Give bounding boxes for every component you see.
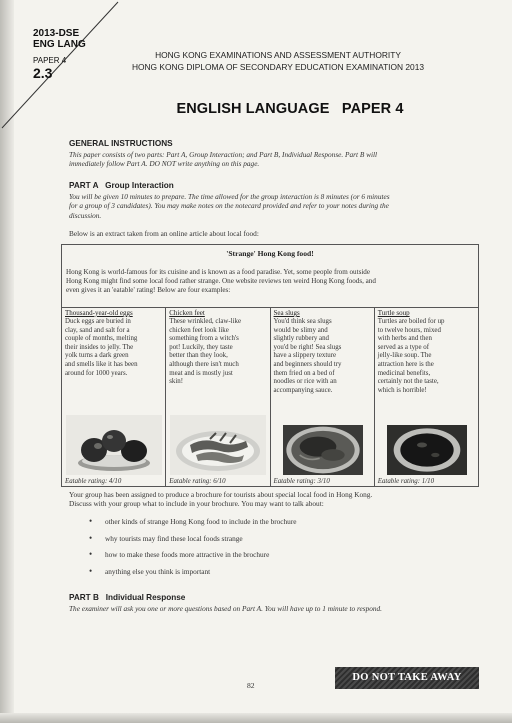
chicken-feet-photo xyxy=(170,415,266,475)
task-text xyxy=(69,490,481,509)
food-name: Turtle soup xyxy=(377,309,410,317)
exam-code: 2013-DSE xyxy=(33,28,80,39)
part-a-heading: PART A Group Interaction xyxy=(69,181,174,190)
list-item: • why tourists may find these local foods strange xyxy=(89,534,297,551)
authority-name: HONG KONG EXAMINATIONS AND ASSESSMENT AUTHORITY xyxy=(155,50,401,60)
do-not-take-away-banner: DO NOT TAKE AWAY xyxy=(335,667,479,689)
article-intro-line: Hong Kong might find some local food rather strange. One website reviews ten weird Hong Kong foods, and xyxy=(66,277,376,286)
food-rating: Eatable rating: 4/10 xyxy=(65,478,122,485)
food-card-eggs xyxy=(62,308,166,487)
part-a-line: You will be given 10 minutes to prepare. The time allowed for the group interaction is 8 minutes (or 6 minutes xyxy=(69,192,390,201)
food-card-turtle-soup xyxy=(375,308,478,487)
part-a-line: for a group of 3 candidates). You may make notes on the notecard provided and refer to your notes during the xyxy=(69,201,389,211)
article-intro-line: Hong Kong is world-famous for its cuisine and is known as a food paradise. Yet, some people from outside xyxy=(66,268,370,276)
page-title: ENGLISH LANGUAGE PAPER 4 xyxy=(176,101,404,117)
turtle-soup-photo xyxy=(379,425,475,475)
list-item: • other kinds of strange Hong Kong food to include in the brochure xyxy=(89,517,297,534)
general-instructions-heading: GENERAL INSTRUCTIONS xyxy=(69,139,173,148)
diploma-name: HONG KONG DIPLOMA OF SECONDARY EDUCATION EXAMINATION 2013 xyxy=(131,62,425,72)
part-b-text: The examiner will ask you one or more questions based on Part A. You will have up to 1 minute to respond. xyxy=(69,604,383,613)
food-description: These wrinkled, claw-like chicken feet look like something from a witch's pot! Luckily, they taste better than they look, although there isn't much meat and is mostly just skin! xyxy=(169,318,241,386)
paper-number: 2.3 xyxy=(33,65,53,81)
food-grid xyxy=(62,307,478,487)
general-instructions-text xyxy=(69,150,479,169)
food-rating: Eatable rating: 6/10 xyxy=(169,478,226,485)
food-rating: Eatable rating: 3/10 xyxy=(273,478,330,485)
article-box xyxy=(61,244,479,487)
authority-heading xyxy=(100,49,456,73)
food-name: Thousand-year-old eggs xyxy=(65,309,133,317)
food-description: Duck eggs are buried in clay, sand and salt for a couple of months, melting their insides to jelly. The yolk turns a dark green and smells like it has been around for 1000 years. xyxy=(65,318,138,377)
food-name: Chicken feet xyxy=(169,309,205,317)
page-shadow-bottom xyxy=(0,713,512,723)
food-name: Sea slugs xyxy=(273,309,300,317)
page-number: 82 xyxy=(247,681,255,690)
subject-code: ENG LANG xyxy=(33,39,86,50)
general-line: This paper consists of two parts: Part A, Group Interaction; and Part B, Individual Response. Part B will xyxy=(69,150,378,159)
eggs-photo xyxy=(66,415,162,475)
list-item: • how to make these foods more attractive in the brochure xyxy=(89,550,297,567)
food-description: You'd think sea slugs would be slimy and slightly rubbery and you'd be right! Sea slugs have a slippery texture and beginners should try them fried on a bed of noodles or rice with an accompanying sauce. xyxy=(273,318,342,394)
sea-slugs-photo xyxy=(275,425,371,475)
food-rating: Eatable rating: 1/10 xyxy=(377,478,435,485)
list-item: • anything else you think is important xyxy=(89,567,297,584)
task-line: Your group has been assigned to produce a brochure for tourists about special local food in Hong Kong. xyxy=(69,490,373,499)
article-intro xyxy=(66,268,476,296)
paper-code-block xyxy=(33,29,86,80)
part-a-text xyxy=(69,192,481,220)
paper-label: PAPER 4 xyxy=(33,56,67,65)
article-intro-line: even gives it an 'eatable' rating! Below are four examples: xyxy=(66,286,231,295)
part-b-heading: PART B Individual Response xyxy=(69,593,186,602)
food-card-chicken-feet xyxy=(166,308,270,487)
extract-intro: Below is an extract taken from an online article about local food: xyxy=(69,229,259,238)
article-title: 'Strange' Hong Kong food! xyxy=(226,249,314,258)
food-card-sea-slugs xyxy=(271,308,375,487)
general-line: immediately follow Part A. DO NOT write anything on this page. xyxy=(69,159,260,169)
discussion-points xyxy=(89,517,297,583)
task-line: Discuss with your group what to include in your brochure. You may want to talk about: xyxy=(69,499,324,509)
food-description: Turtles are boiled for up to twelve hours, mixed with herbs and then served as a type of jelly-like soup. The attraction here is the medicinal benefits, certainly not the taste, which is horrible! xyxy=(377,318,445,394)
part-a-line: discussion. xyxy=(69,210,102,220)
